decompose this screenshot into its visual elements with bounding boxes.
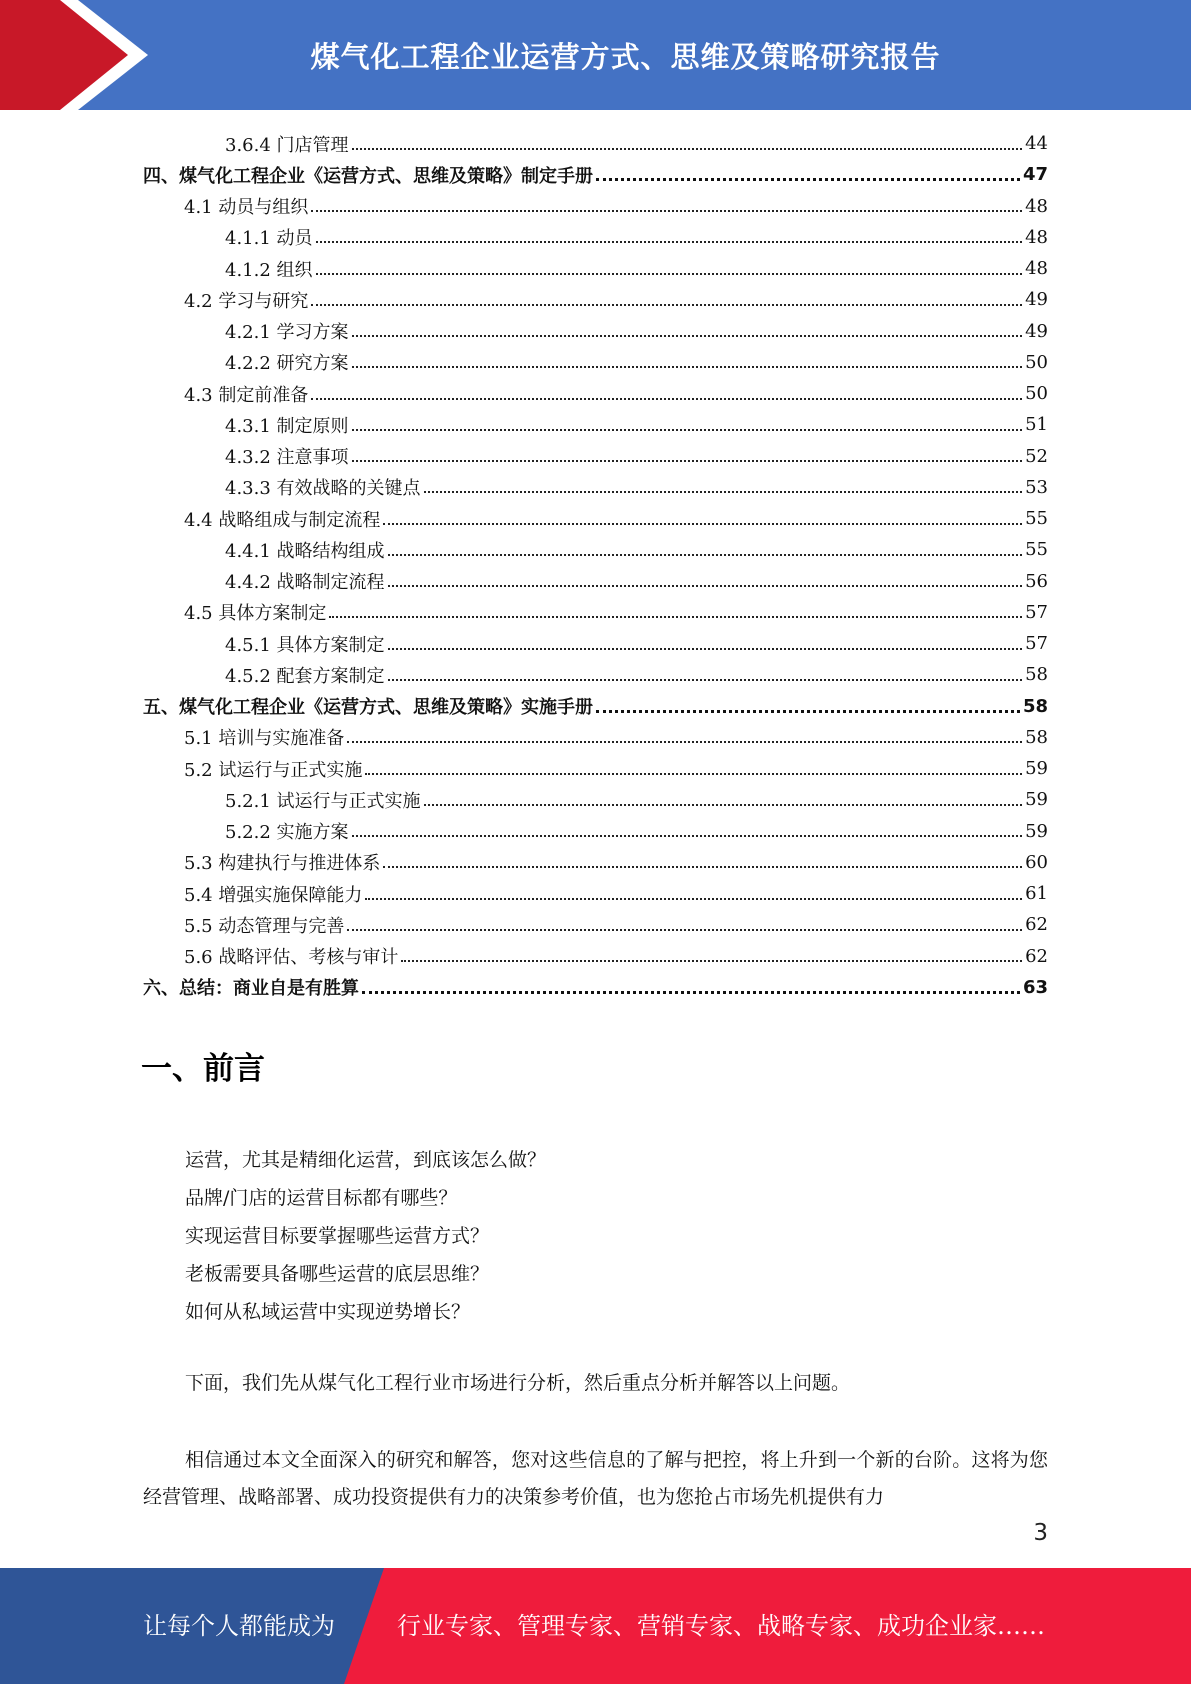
toc-entry-label: 四、煤气化工程企业《运营方式、思维及策略》制定手册 (143, 165, 593, 187)
toc-entry-label: 4.5.1 具体方案制定 (225, 634, 385, 656)
toc-dot-leader (388, 554, 1023, 556)
toc-dot-leader (352, 429, 1023, 431)
toc-entry[interactable] (143, 128, 1048, 159)
toc-entry-page: 60 (1025, 851, 1048, 873)
toc-entry[interactable] (143, 628, 1048, 659)
toc-entry[interactable] (143, 503, 1048, 534)
toc-entry-page: 57 (1025, 633, 1048, 655)
toc-entry-label: 5.6 战略评估、考核与审计 (184, 947, 399, 969)
toc-entry[interactable] (143, 878, 1048, 909)
toc-dot-leader (352, 366, 1023, 368)
toc-dot-leader (383, 523, 1022, 525)
question-list (185, 1141, 546, 1331)
toc-entry-label: 5.2 试运行与正式实施 (184, 759, 363, 781)
toc-entry[interactable] (143, 972, 1048, 1003)
toc-entry-label: 4.2.1 学习方案 (225, 322, 349, 344)
toc-entry-label: 六、总结：商业自是有胜算 (143, 978, 359, 1000)
section-heading: 一、前言 (141, 1051, 265, 1087)
toc-dot-leader (311, 398, 1022, 400)
page-number: 3 (1033, 1520, 1048, 1546)
footer-slogan-right: 行业专家、管理专家、营销专家、战略专家、成功企业家…… (397, 1612, 1045, 1640)
toc-entry[interactable] (143, 597, 1048, 628)
toc-entry-page: 50 (1025, 351, 1048, 373)
toc-dot-leader (383, 866, 1022, 868)
toc-entry-page: 58 (1025, 664, 1048, 686)
toc-entry-label: 4.4 战略组成与制定流程 (184, 509, 381, 531)
toc-entry[interactable] (143, 472, 1048, 503)
toc-dot-leader (365, 773, 1022, 775)
toc-entry-page: 49 (1025, 320, 1048, 342)
toc-entry-label: 5.3 构建执行与推进体系 (184, 853, 381, 875)
body-paragraph: 相信通过本文全面深入的研究和解答，您对这些信息的了解与把控，将上升到一个新的台阶。这将为您经营管理、战略部署、成功投资提供有力的决策参考价值，也为您抢占市场先机提供有力 (143, 1449, 1048, 1508)
toc-entry[interactable] (143, 847, 1048, 878)
toc-entry-label: 3.6.4 门店管理 (225, 134, 349, 156)
toc-entry-page: 56 (1025, 570, 1048, 592)
table-of-contents (143, 128, 1048, 1003)
toc-dot-leader (329, 616, 1022, 618)
toc-entry-label: 4.2 学习与研究 (184, 290, 309, 312)
toc-dot-leader (424, 491, 1023, 493)
toc-entry[interactable] (143, 816, 1048, 847)
toc-entry-label: 4.5.2 配套方案制定 (225, 665, 385, 687)
toc-entry[interactable] (143, 378, 1048, 409)
toc-entry-label: 4.4.2 战略制定流程 (225, 572, 385, 594)
toc-entry-label: 5.1 培训与实施准备 (184, 728, 345, 750)
toc-dot-leader (316, 241, 1023, 243)
toc-entry-page: 58 (1025, 726, 1048, 748)
toc-entry[interactable] (143, 441, 1048, 472)
toc-dot-leader (596, 710, 1020, 713)
question-item: 运营，尤其是精细化运营，到底该怎么做？ (185, 1149, 547, 1171)
toc-entry[interactable] (143, 753, 1048, 784)
toc-entry[interactable] (143, 316, 1048, 347)
toc-entry[interactable] (143, 659, 1048, 690)
toc-entry-page: 63 (1022, 976, 1048, 998)
toc-dot-leader (352, 835, 1023, 837)
toc-entry[interactable] (143, 566, 1048, 597)
toc-entry-page: 48 (1025, 258, 1048, 280)
toc-entry-page: 59 (1025, 758, 1048, 780)
toc-entry-label: 4.3.3 有效战略的关键点 (225, 478, 421, 500)
toc-entry-label: 4.1.1 动员 (225, 228, 313, 250)
intro-paragraph: 下面，我们先从煤气化工程行业市场进行分析，然后重点分析并解答以上问题。 (185, 1372, 851, 1394)
question-item: 品牌/门店的运营目标都有哪些？ (185, 1187, 458, 1209)
toc-dot-leader (388, 648, 1023, 650)
toc-dot-leader (347, 929, 1022, 931)
toc-entry-page: 53 (1025, 476, 1048, 498)
toc-entry-page: 61 (1025, 883, 1048, 905)
toc-entry[interactable] (143, 941, 1048, 972)
toc-entry[interactable] (143, 784, 1048, 815)
toc-entry-label: 4.3.2 注意事项 (225, 447, 349, 469)
toc-entry-page: 59 (1025, 820, 1048, 842)
toc-entry-page: 44 (1025, 133, 1048, 155)
toc-entry-page: 62 (1025, 945, 1048, 967)
toc-dot-leader (596, 178, 1020, 181)
toc-entry-page: 57 (1025, 601, 1048, 623)
toc-entry[interactable] (143, 409, 1048, 440)
toc-entry-page: 47 (1022, 164, 1048, 186)
toc-entry[interactable] (143, 347, 1048, 378)
toc-entry-label: 4.1 动员与组织 (184, 197, 309, 219)
toc-entry-label: 4.3 制定前准备 (184, 384, 309, 406)
toc-dot-leader (365, 898, 1022, 900)
toc-entry-page: 55 (1025, 539, 1048, 561)
toc-entry-page: 59 (1025, 789, 1048, 811)
footer-slogan-left: 让每个人都能成为 (143, 1612, 335, 1640)
toc-dot-leader (388, 679, 1023, 681)
toc-dot-leader (311, 304, 1022, 306)
question-item: 实现运营目标要掌握哪些运营方式？ (185, 1225, 490, 1247)
toc-entry-page: 62 (1025, 914, 1048, 936)
toc-entry-label: 5.2.2 实施方案 (225, 822, 349, 844)
toc-entry[interactable] (143, 722, 1048, 753)
question-item: 老板需要具备哪些运营的底层思维？ (185, 1263, 490, 1285)
toc-entry-label: 4.4.1 战略结构组成 (225, 540, 385, 562)
toc-entry[interactable] (143, 534, 1048, 565)
toc-entry[interactable] (143, 691, 1048, 722)
toc-entry-page: 50 (1025, 383, 1048, 405)
toc-dot-leader (401, 960, 1022, 962)
toc-entry-page: 48 (1025, 226, 1048, 248)
toc-entry-label: 5.5 动态管理与完善 (184, 915, 345, 937)
toc-dot-leader (388, 585, 1023, 587)
question-item: 如何从私域运营中实现逆势增长？ (185, 1301, 471, 1323)
toc-entry-label: 4.2.2 研究方案 (225, 353, 349, 375)
toc-entry[interactable] (143, 909, 1048, 940)
toc-entry-label: 五、煤气化工程企业《运营方式、思维及策略》实施手册 (143, 697, 593, 719)
toc-entry-page: 58 (1022, 695, 1048, 717)
toc-entry-label: 5.2.1 试运行与正式实施 (225, 790, 421, 812)
toc-dot-leader (424, 804, 1023, 806)
toc-dot-leader (352, 148, 1023, 150)
toc-entry-label: 4.1.2 组织 (225, 259, 313, 281)
toc-entry[interactable] (143, 159, 1048, 190)
header-title: 煤气化工程企业运营方式、思维及策略研究报告 (310, 39, 941, 74)
toc-dot-leader (352, 460, 1023, 462)
toc-entry[interactable] (143, 284, 1048, 315)
toc-entry-page: 49 (1025, 289, 1048, 311)
toc-entry-label: 5.4 增强实施保障能力 (184, 884, 363, 906)
toc-dot-leader (352, 335, 1023, 337)
page-header (0, 0, 1191, 110)
toc-entry-label: 4.5 具体方案制定 (184, 603, 327, 625)
toc-entry-page: 52 (1025, 445, 1048, 467)
toc-entry[interactable] (143, 253, 1048, 284)
toc-dot-leader (316, 273, 1023, 275)
toc-dot-leader (347, 741, 1022, 743)
toc-entry[interactable] (143, 222, 1048, 253)
toc-entry-label: 4.3.1 制定原则 (225, 415, 349, 437)
toc-entry-page: 48 (1025, 195, 1048, 217)
toc-entry-page: 55 (1025, 508, 1048, 530)
toc-entry-page: 51 (1025, 414, 1048, 436)
page-footer (0, 1568, 1191, 1684)
toc-dot-leader (311, 210, 1022, 212)
toc-entry[interactable] (143, 191, 1048, 222)
toc-dot-leader (362, 991, 1020, 994)
